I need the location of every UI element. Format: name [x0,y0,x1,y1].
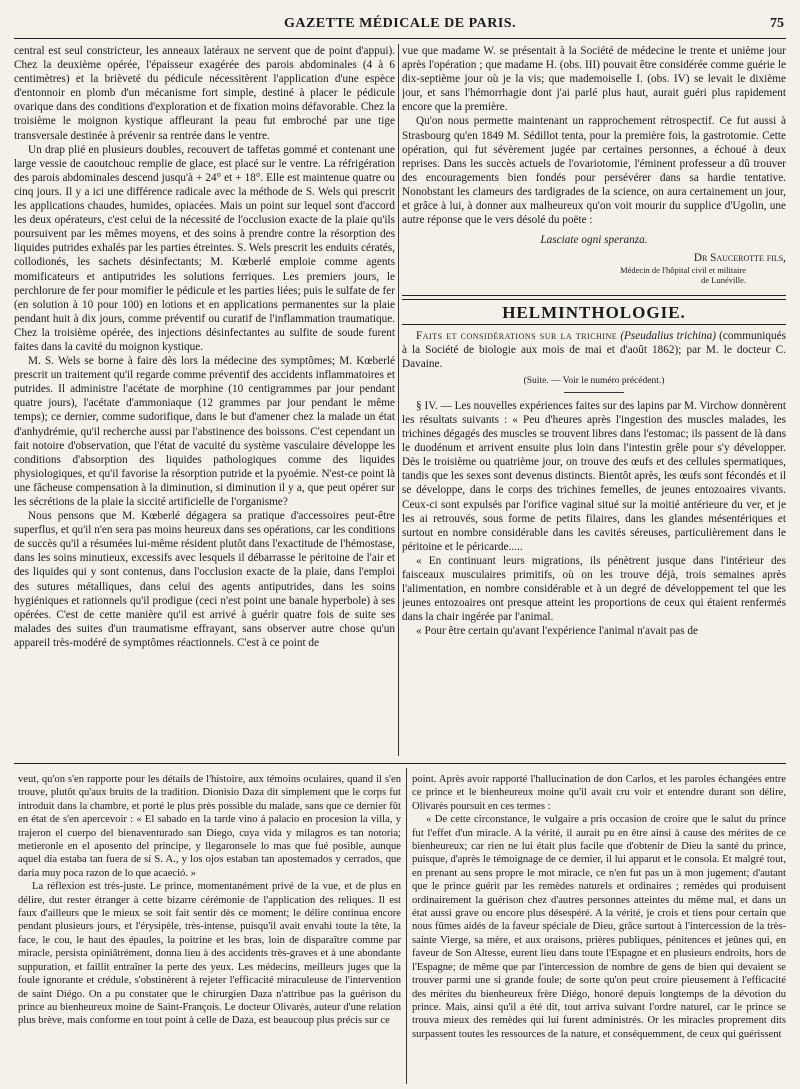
paragraph: La réflexion est très-juste. Le prince, momentanément privé de la vue, et de plus en délire, dut rester étranger à cette bizarre cérémonie de l'application des reliques. Il est faux d'ailleurs que le mieux se soit fait sentir dès ce moment; le délire continua encore pendant plusieurs jours, et l'érysipèle, très-intense, puisqu'il avait envahi toute la tête, la face, le cou, le haut des épaules, la poitrine et les bras, loin de disparaître comme par miracle, persista opiniâtrément, donna lieu à des accidents très-graves et à une abondante suppuration, et faillit entraîner la perte des yeux. Les médecins, meilleurs juges que la foule ignorante et crédule, s'obstinèrent à rejeter l'efficacité miraculeuse de l'intervention de saint Diégo. On a pu constater que le chirurgien Daza n'attribue pas la guérison du prince au bienheureux moine de Saint-François. Le docteur Olivarès, auteur d'une relation plus brève, mais conforme en tout point à celle de Daza, est beaucoup plus précis sur ce [18,881,401,1027]
author-affiliation [402,265,786,285]
paragraph: point. Après avoir rapporté l'hallucination de don Carlos, et les paroles échangées entre ce prince et le bienheureux moine qu'il avait cru voir et entendre durant son délire, Olivarès poursuit en ces termes : [412,774,786,812]
column-top-left [14,44,395,758]
paragraph: M. S. Wels se borne à faire dès lors la médecine des symptômes; M. Kœberlé prescrit un traitement qu'il regarde comme préventif des accidents inflammatoires et putrides. Il administre l'acétate de morphine (10 centigrammes par jour pendant quatre jours), l'acétate d'ammoniaque (12 grammes par jour pendant le même temps); ce dernier, comme sudorifique, dans le but d'amener chez la malade un état d'anhydrémie, qu'il recherche aussi par l'abstinence des boissons. C'est cependant un fait notoire d'observation, que l'état de vacuité du système vasculaire développe les conditions d'absorption des liquides pathologiques comme des liquides physiologiques, et qu'il favorise la résorption putride et la pyoémie. N'est-ce point là une fâcheuse compensation à la diminution, si diminution il y a, que peut opérer sur les sécrétions de la plaie la siccité artificielle de l'organisme? [14,355,395,508]
column-divider-top [398,44,399,756]
paragraph: Nous pensons que M. Kœberlé dégagera sa pratique d'accessoires peut-être superflus, et qu'il n'en sera pas moins heureux dans ses opérations, car les conditions de succès qu'il a résumées lui-même résident plutôt dans l'exactitude de l'hémostase, dans les soins minutieux, excessifs avec lesquels il débarrasse le péritoine de l'air et des liquides qui y sont contenus, dans l'occlusion exacte de la plaie, dans l'emploi des sutures métalliques, dans celui des agents antiputrides, dans les soins hygiéniques et rationnels qu'il prodigue (ceci n'est point une banale hyperbole) à ses opérées. C'est de cette manière qu'il est arrivé à guérir quatre fois de suite ses malades des suites d'un traumatisme effrayant, sans observer autre chose qu'un appareil très-modéré de symptômes réactionnels. C'est à ce point de [14,510,395,649]
feuilleton-divider [14,763,786,764]
paragraph: « En continuant leurs migrations, ils pénètrent jusque dans l'intérieur des faisceaux musculaires primitifs, où on les trouve déjà, trois semaines après l'alimentation, en nombre considérable et à un degré de développement tel que les jeunes entozoaires ont presque atteint les proportions de ceux qui étaient renfermés dans la chair ingérée par l'animal. [402,554,786,624]
paragraph: « Pour être certain qu'avant l'expérience l'animal n'avait pas de [416,625,699,638]
section-rule [402,295,786,300]
paragraph: Un drap plié en plusieurs doubles, recouvert de taffetas gommé et contenant une large vessie de caoutchouc remplie de glace, est placé sur le ventre. La réfrigération des parois abdominales descend jusqu'à + 24° et + 18°. Elle est maintenue quatre ou cinq jours. Il y a ici une différence radicale avec la méthode de S. Wels qui prescrit les applications chaudes, humides, opiacées. Mais un point sur lequel sont d'accord les deux opérateurs, c'est celui de la nécessité de l'occlusion exacte de la plaie qu'ils poursuivent par les mêmes moyens, et des soins à prendre contre la résorption des liquides putrides exhalés par les parties étreintes. S. Wels prescrit les enduits cératés, collodionés, les sachets désinfectants; M. Kœberlé emploie comme agents momificateurs et antiputrides les solutions ferriques. Les premiers jours, le perchlorure de fer pour momifier le pédicule et les parties liées; puis le sulfate de fer (en solution à 10 pour 100) en lotions et en applications permanentes sur la plaie pendant huit à dix jours, comme préventif ou curatif de l'inflammation traumatique. Chez la troisième opérée, des injections désinfectantes au sulfite de soude furent faites dans la cavité du moignon kystique. [14,143,395,353]
article-title-caps: Faits et considérations sur la trichine [416,329,618,342]
paragraph: veut, qu'on s'en rapporte pour les détails de l'histoire, aux témoins oculaires, quand il s'en trouve, plutôt qu'aux bruits de la tradition. Dionisio Daza dit simplement que le corps fut introduit dans la chambre, et porté le plus près possible du malade, sans que ce dernier fût en état de s'en apercevoir : « El sabado en la tarde vino á palacio en procesion la villa, y trajeron el cuerpo del bienaventurado san Diego, cuya vida y milagros es tan notoria; metieronle en el aposento del príncipe, y llegaronsele lo mas que fué posible, aunque aquel dia estaba tan fuera de sí S. A., y los ojos estaban tan apostemados y cerrados, que daria muy poca razon de lo que acaeció. » [18,774,401,879]
journal-title: GAZETTE MÉDICALE DE PARIS. [283,16,517,31]
section-heading: HELMINTHOLOGIE. [402,304,786,324]
affiliation-line: de Lunéville. [701,275,746,286]
affiliation-line: Médecin de l'hôpital civil et militaire [620,265,746,276]
column-bottom-right [412,773,786,1085]
column-bottom-left [18,773,401,1085]
column-divider-bottom [406,768,407,1084]
page-header [14,16,786,39]
signature-name: Dr Saucerotte fils, [693,252,786,265]
article-title-species: (Pseudalius trichina) [620,329,716,342]
paragraph: Qu'on nous permette maintenant un rapprochement rétrospectif. Ce fut aussi à Strasbourg qu'en 1849 M. Sédillot tenta, pour la première fois, la gastrotomie. Cette opération, qui fut sévèrement jugée par certaines personnes, a échoué à deux reprises. Dans les succès actuels de l'ovariotomie, l'éminent professeur a dû trouver des encouragements bien fondés pour persévérer dans sa hardie tentative. Nonobstant les clameurs des tardigrades de la science, on aura certainement un jour, et grâce à lui, à donner aux malheureux qu'on voit mourir du supplice d'Ugolin, une autre réponse que le vers désolé du poëte : [402,115,786,227]
author-signature [402,251,786,265]
poem-quote: Lasciate ogni speranza. [540,234,648,247]
paragraph: vue que madame W. se présentait à la Société de médecine le trente et unième jour après l'opération ; que madame H. (obs. III) pouvait être considérée comme guérie le dix-septième jour où je la vis; que mademoiselle I. (obs. IV) se levait le dixième jour, et sans l'hémorrhagie dont j'ai parlé plus haut, aurait guéri plus rapidement encore que la première. [402,45,786,114]
column-top-right [402,44,786,758]
paragraph: § IV. — Les nouvelles expériences faites sur des lapins par M. Virchow donnèrent les résultats suivants : « Peu d'heures après l'ingestion des muscles malades, les trichines dégagés des muscles se trouvent libres dans l'estomac; ils passent de là dans le duodénum et arrivent ensuite plus loin dans l'intestin grêle pour s'y développer. Dès le troisième ou quatrième jour, on trouve des œufs et des cellules spermatiques, tandis que les sexes sont devenus distincts. Bientôt après, les œufs sont fécondés et il se développe, dans le corps des trichines femelles, de jeunes entozoaires vivants. Ceux-ci sont expulsés par l'orifice vaginal situé sur la moitié antérieure du ver, et je les ai retrouvés, sous forme de petits filaires, dans les glandes mésentériques et surtout en nombre considérable dans les cavités séreuses, particulièrement dans le péritoine et le péricarde..... [402,399,786,553]
paragraph: central est seul constricteur, les anneaux latéraux ne servent que de point d'appui). Chez la deuxième opérée, l'épaisseur exagérée des parois abdominales (4 à 6 centimètres) et la brièveté du pédicule nécessitèrent l'application d'une espèce d'entonnoir en plomb d'un mécanisme fort simple, destiné à placer le pédicule ovarique dans des conditions d'exploration et de fixation moins défavorable. Chez la troisième le moignon kystique affleurant la peau fut embroché par une tige transversale destinée à prévenir sa rentrée dans le ventre. [14,45,395,142]
article-title [402,329,786,371]
paragraph: « De cette circonstance, le vulgaire a pris occasion de croire que le salut du prince fut l'effet d'un miracle. A la vérité, il aurait pu en être ainsi à cause des mérites de ce bienheureux; car rien ne lui était plus facile que d'obtenir de Dieu la santé du prince, puisque, d'après le témoignage de ce dernier, il lui apparut et le consola. Et malgré tout, en prenant au sens propre le mot miracle, ce n'en fut pas un à mon jugement; d'autant que le prince guérit par les remèdes naturels et ordinaires ; remèdes qui produisent ordinairement la guérison chez d'autres personnes atteintes du même mal, et dans un état aussi grave ou encore plus désespéré. A la vérité, je crois et tiens pour certain que nous fûmes aidés de la faveur spéciale de Dieu, grâce surtout à l'intercession de la très-sainte Vierge, sa mère, et aux oraisons, prières publiques, pénitences et jeûnes qui, en faveur de Son Altesse, eurent lieu dans toute l'Espagne et en plusieurs endroits, hors de l'Espagne; de même que par l'intercession de nombre de gens de bien qui devaient se trouver parmi une si grande foule; de sorte qu'on peut croire pieusement à l'efficacité des mérites du bienheureux frère Diégo, honoré depuis longtemps de la dévotion du prince. Mais, ainsi qu'il a été dit, tout arriva suivant l'ordre naturel, car le prince se trouva mieux des remèdes qui lui furent administrés. Or les miracles proprement dits surpassent toutes les ressources de la nature, et conséquemment, de ceux qui guérissent [412,814,786,1040]
article-title-rest: (communiqués à la Société de biologie aux mois de mai et d'août 1862); par M. le docteur C. Davaine. [402,329,786,370]
continuation-note: (Suite. — Voir le numéro précédent.) [523,375,665,386]
page-number: 75 [770,16,784,31]
short-divider [564,392,624,393]
